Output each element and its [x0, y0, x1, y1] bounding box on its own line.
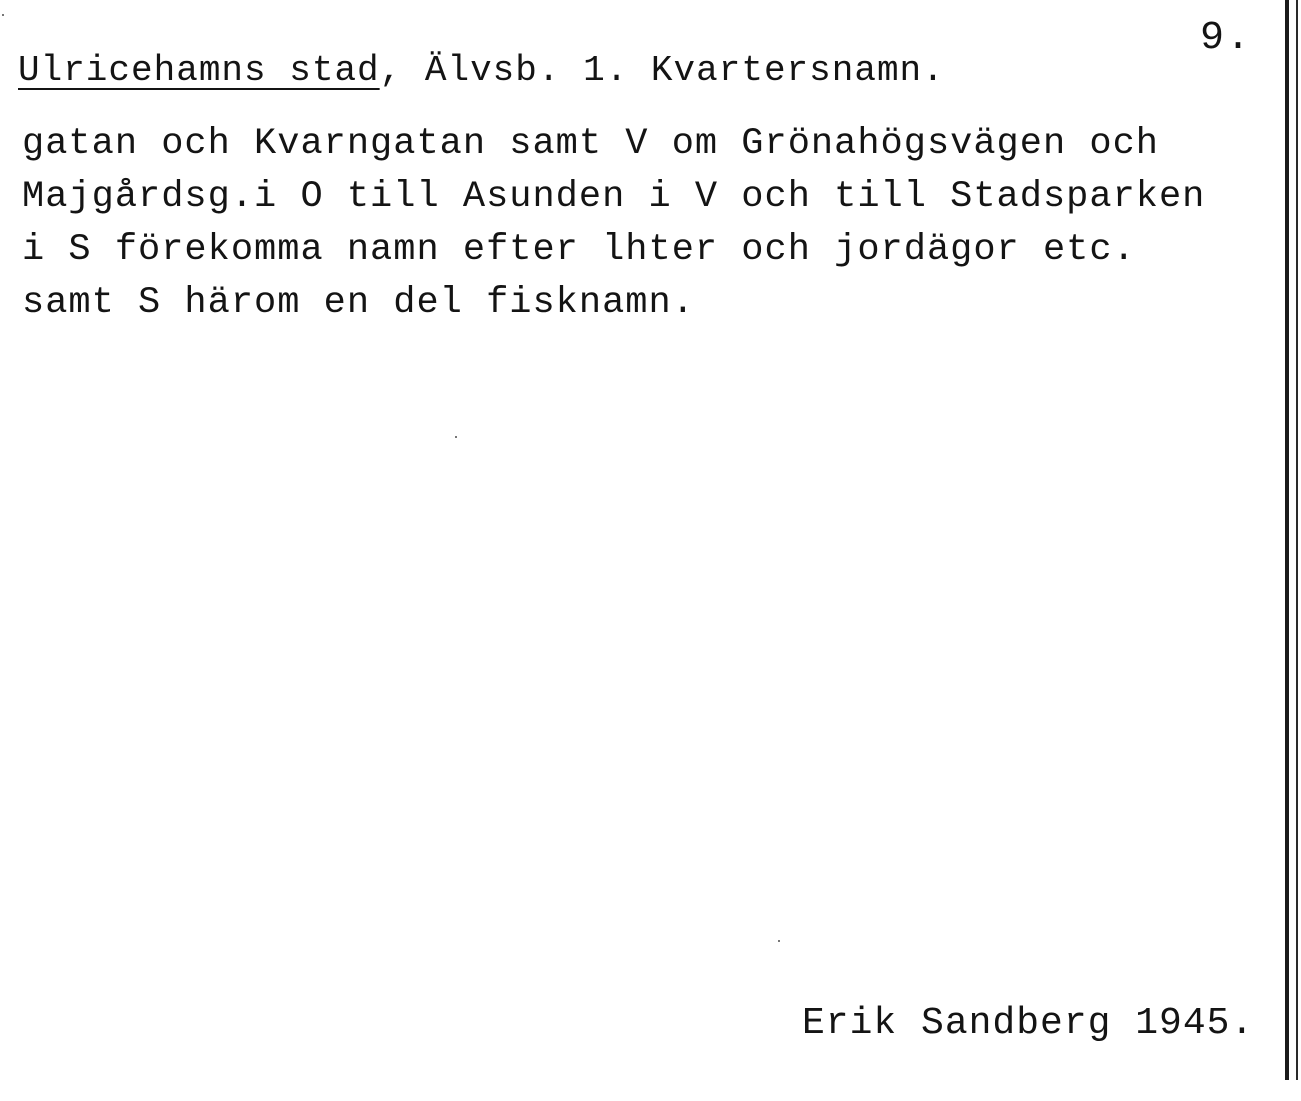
- body-line-1: gatan och Kvarngatan samt V om Grönahögsvägen och: [22, 123, 1159, 165]
- region-name: Älvsb. 1.: [424, 50, 629, 91]
- signature: Erik Sandberg 1945.: [802, 1002, 1255, 1045]
- card-edge-line: [1285, 0, 1289, 1080]
- card-header: [18, 50, 945, 91]
- header-separator: ,: [379, 50, 403, 91]
- card-number: 9.: [1200, 16, 1253, 61]
- scan-speck: [455, 436, 457, 438]
- body-line-2: Majgårdsg.i O till Asunden i V och till Stadsparken: [22, 176, 1206, 218]
- scan-speck: [778, 940, 780, 942]
- body-line-3: i S förekomma namn efter lhter och jordägor etc.: [22, 229, 1136, 271]
- body-line-4: samt S härom en del fisknamn.: [22, 282, 695, 324]
- scan-speck: [2, 14, 4, 16]
- card-edge-line-outer: [1296, 0, 1298, 1080]
- card-body: [22, 118, 1205, 330]
- place-name: Ulricehamns stad: [18, 50, 380, 91]
- subject-heading: Kvartersnamn.: [650, 50, 945, 91]
